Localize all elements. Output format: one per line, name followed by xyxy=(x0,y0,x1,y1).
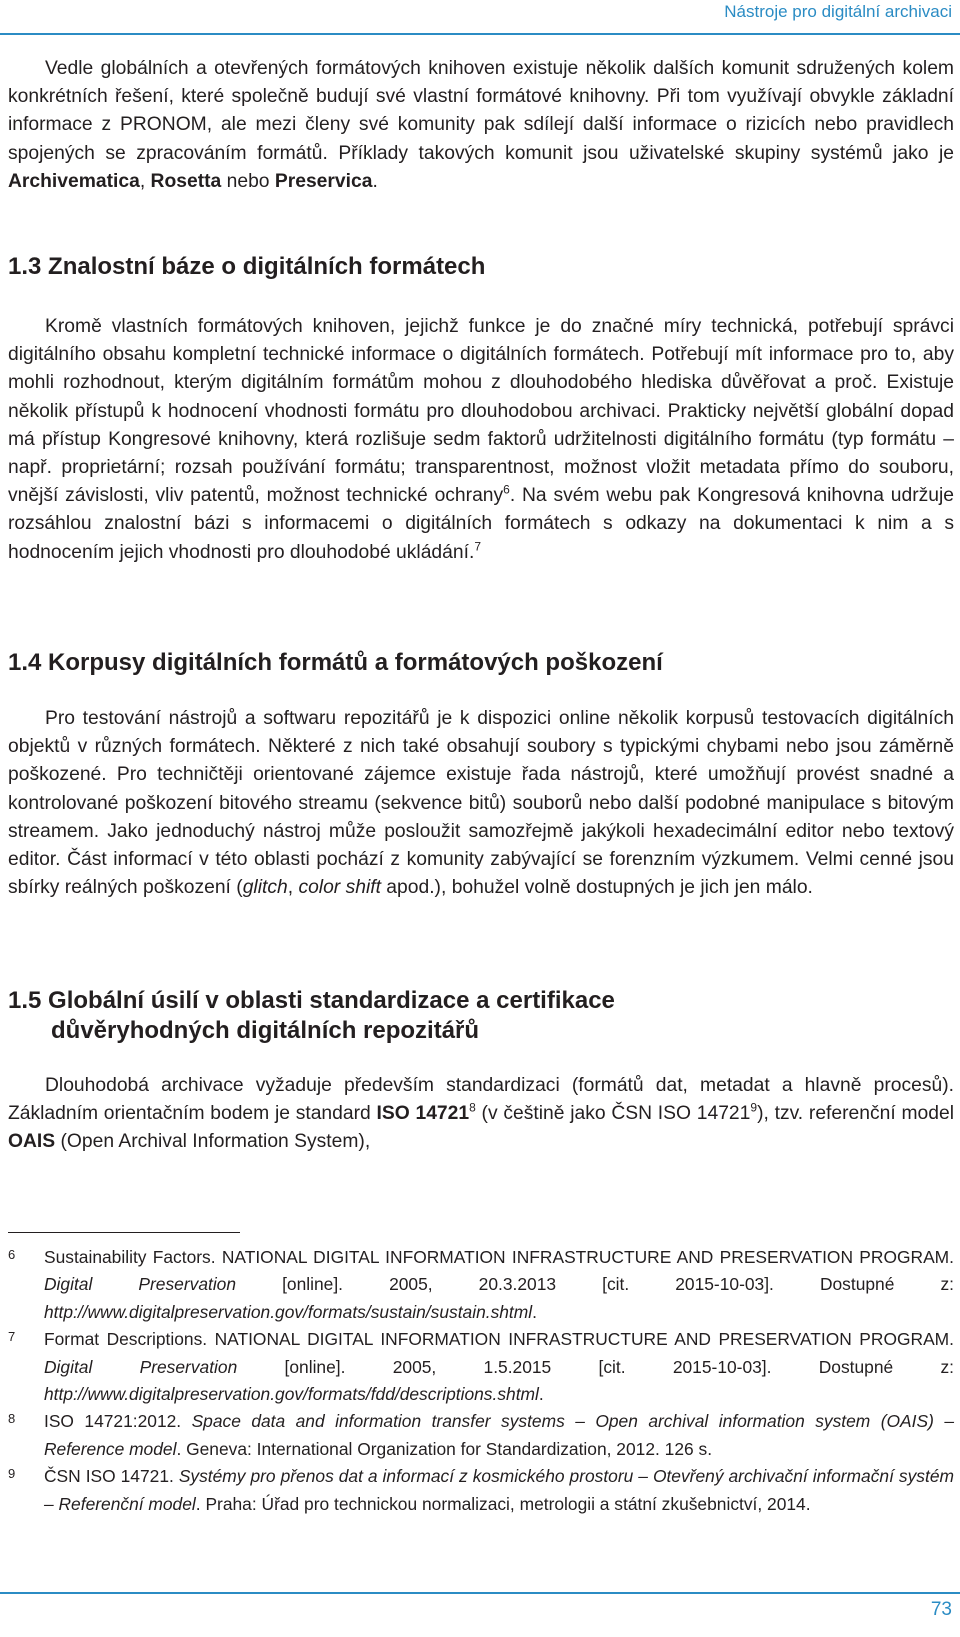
footnote-9: 9 ČSN ISO 14721. Systémy pro přenos dat a informací z kosmického prostoru – Otevřený archivační informační systém – Referenční model. Praha: Úřad pro technickou normalizaci, metrologii a státní zkušebnictví, 2014. xyxy=(8,1463,954,1518)
page-number: 73 xyxy=(930,1599,952,1620)
paragraph-standardization: Dlouhodobá archivace vyžaduje především standardizaci (formátů dat, metadat a hlavně procesů). Základním orientačním bodem je standard ISO 14721$^8$ (v češtině jako ČSN ISO 14721$^9$), tzv. referenční model OAIS (Open Archival Information System), xyxy=(8,1075,954,1153)
header-divider xyxy=(0,33,960,35)
footnote-number: 6 xyxy=(8,1247,16,1262)
footnote-6: 6 Sustainability Factors. NATIONAL DIGITAL INFORMATION INFRASTRUCTURE AND PRESERVATION PROGRAM. Digital Preservation [online]. 2005, 20.3.2013 [cit. 2015-10-03]. Dostupné z: http://www.digitalpreservation.gov/formats/sustain/sustain.shtml. xyxy=(8,1244,954,1326)
footnote-7: 7 Format Descriptions. NATIONAL DIGITAL INFORMATION INFRASTRUCTURE AND PRESERVATION PROGRAM. Digital Preservation [online]. 2005, 1.5.2015 [cit. 2015-10-03]. Dostupné z: http://www.digitalpreservation.gov/formats/fdd/descriptions.shtml. xyxy=(8,1326,954,1408)
running-header: Nástroje pro digitální archivaci xyxy=(724,2,952,21)
paragraph-corpora: Pro testování nástrojů a softwaru repozitářů je k dispozici online několik korpusů testovacích digitálních objektů v různých formátech. Některé z nich také obsahují soubory s typickými chybami nebo jsou záměrně poškozené. Pro techničtěji orientované zájemce existuje řada nástrojů, které umožňují provést snadné a kontrolované poškození bitového streamu (sekvence bitů) souborů nebo další podobné manipulace s bitovým streamem. Jako jednoduchý nástroj může posloužit samozřejmě jakýkoli hexadecimální editor nebo textový editor. Část informací v této oblasti pochází z komunity zabývající se forenzním výzkumem. Velmi cenné jsou sbírky reálných poškození (glitch, color shift apod.), bohužel volně dostupných je jich jen málo. xyxy=(8,708,954,899)
footnote-number: 8 xyxy=(8,1411,16,1427)
footnote-number: 9 xyxy=(8,1466,16,1482)
paragraph-communities: Vedle globálních a otevřených formátových knihoven existuje několik dalších komunit sdružených kolem konkrétních řešení, které společně budují své vlastní formátové knihovny. Při tom využívají obvykle základní informace z PRONOM, ale mezi členy své komunity pak sdílejí další informace o rizicích nebo pravidlech spojených se zpracováním formátů. Příklady takových komunit jsou uživatelské skupiny systémů jako je Archivematica, Rosetta nebo Preservica. xyxy=(8,58,954,192)
section-heading-1-4: 1.4 Korpusy digitálních formátů a formátových poškození xyxy=(8,649,663,676)
footer-divider xyxy=(0,1592,960,1594)
footnote-divider xyxy=(8,1232,240,1233)
footnote-8: 8 ISO 14721:2012. Space data and information transfer systems – Open archival information system (OAIS) – Reference model. Geneva: International Organization for Standardization, 2012. 126 s. xyxy=(8,1408,954,1463)
footnote-link[interactable]: http://www.digitalpreservation.gov/formats/fdd/descriptions.shtml xyxy=(44,1384,539,1405)
paragraph-knowledge-base: Kromě vlastních formátových knihoven, jejichž funkce je do značné míry technická, potřebují správci digitálního obsahu kompletní technické informace o digitálních formátech. Potřebují mít informace pro to, aby mohli rozhodnout, kterým digitálním formátům mohou z dlouhodobého hlediska důvěřovat a proč. Existuje několik přístupů k hodnocení vhodnosti formátu pro dlouhodobou archivaci. Prakticky největší globální dopad má přístup Kongresové knihovny, která rozlišuje sedm faktorů udržitelnosti digitálního formátu (typ formátu – např. proprietární; rozsah používání formátu; transparentnost, možnost vložit metadata přímo do souboru, vnější závislosti, vliv patentů, možnost technické ochrany$^6$. Na svém webu pak Kongresová knihovna udržuje rozsáhlou znalostní bázi s informacemi o digitálních formátech s odkazy na dokumentaci k nim a s hodnocením jejich vhodnosti pro dlouhodobé ukládání.$^7$ xyxy=(8,316,954,563)
footnotes xyxy=(8,1244,954,1518)
section-heading-1-5: 1.5 Globální úsilí v oblasti standardizace a certifikace důvěryhodných digitálních repozitářů xyxy=(8,987,615,1044)
footnote-link[interactable]: http://www.digitalpreservation.gov/formats/sustain/sustain.shtml xyxy=(44,1301,533,1322)
footnote-number: 7 xyxy=(8,1329,16,1345)
section-heading-1-3: 1.3 Znalostní báze o digitálních formátech xyxy=(8,253,486,280)
